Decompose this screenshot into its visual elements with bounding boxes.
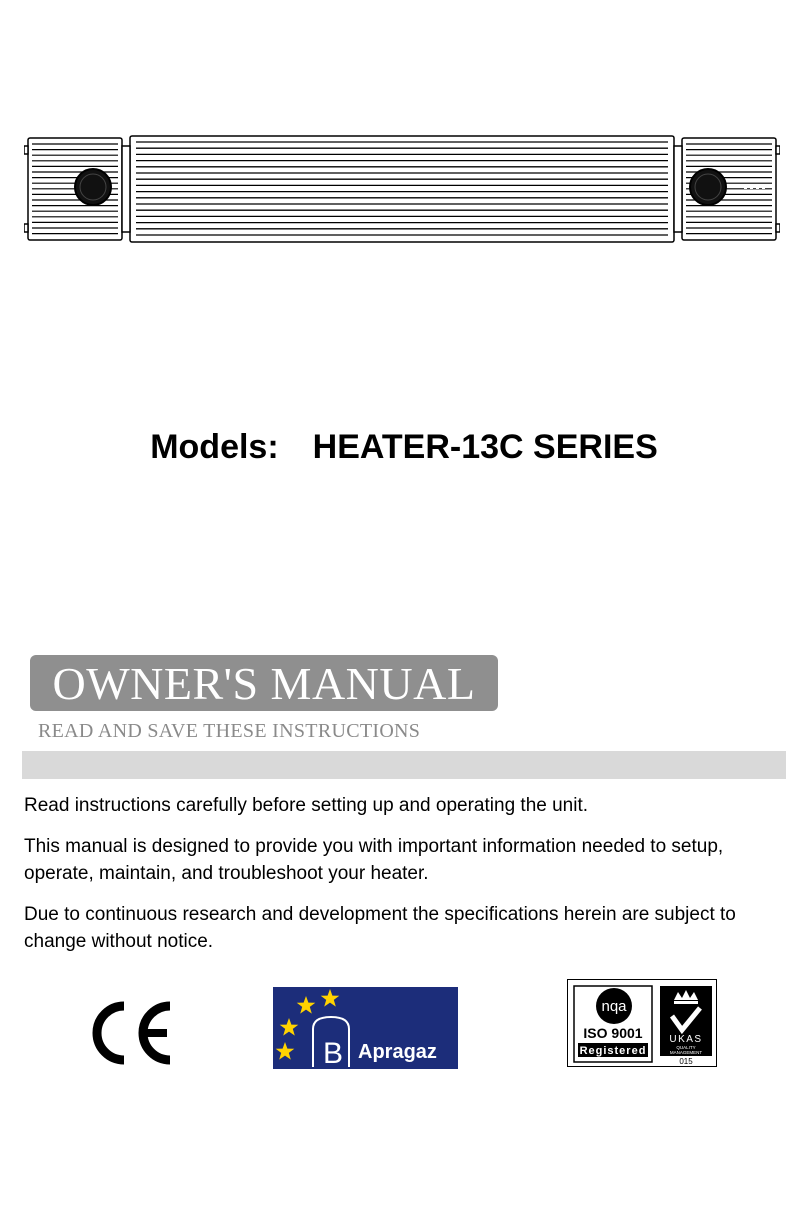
- svg-text:Registered: Registered: [579, 1045, 647, 1057]
- svg-text:015: 015: [679, 1057, 693, 1066]
- manual-subtitle: READ AND SAVE THESE INSTRUCTIONS: [38, 720, 421, 742]
- models-heading: [0, 428, 808, 467]
- intro-paragraph-2: This manual is designed to provide you with important information needed to setup, operate, maintain, and troubleshoot your heater.: [24, 836, 724, 884]
- apragaz-logo: [273, 987, 458, 1069]
- owners-manual-banner: OWNER'S MANUAL: [30, 655, 498, 711]
- intro-paragraph-3: Due to continuous research and development the specifications herein are subject to change without notice.: [24, 904, 736, 952]
- ce-mark-logo: [88, 1000, 174, 1066]
- svg-text:B: B: [323, 1037, 344, 1069]
- svg-text:QUALITY: QUALITY: [676, 1045, 696, 1050]
- iso-9001-ukas-logo: [567, 979, 717, 1067]
- svg-text:nqa: nqa: [601, 998, 627, 1015]
- heater-illustration: [24, 134, 780, 246]
- models-value: HEATER-13C SERIES: [312, 428, 658, 466]
- models-label: Models:: [150, 428, 279, 466]
- svg-text:UKAS: UKAS: [669, 1034, 703, 1045]
- svg-text:ISO 9001: ISO 9001: [583, 1025, 643, 1041]
- gray-divider: [22, 751, 786, 779]
- svg-text:MANAGEMENT: MANAGEMENT: [669, 1050, 703, 1055]
- apragaz-name: Apragaz: [358, 1041, 437, 1063]
- intro-paragraph-1: Read instructions carefully before setting up and operating the unit.: [24, 795, 589, 816]
